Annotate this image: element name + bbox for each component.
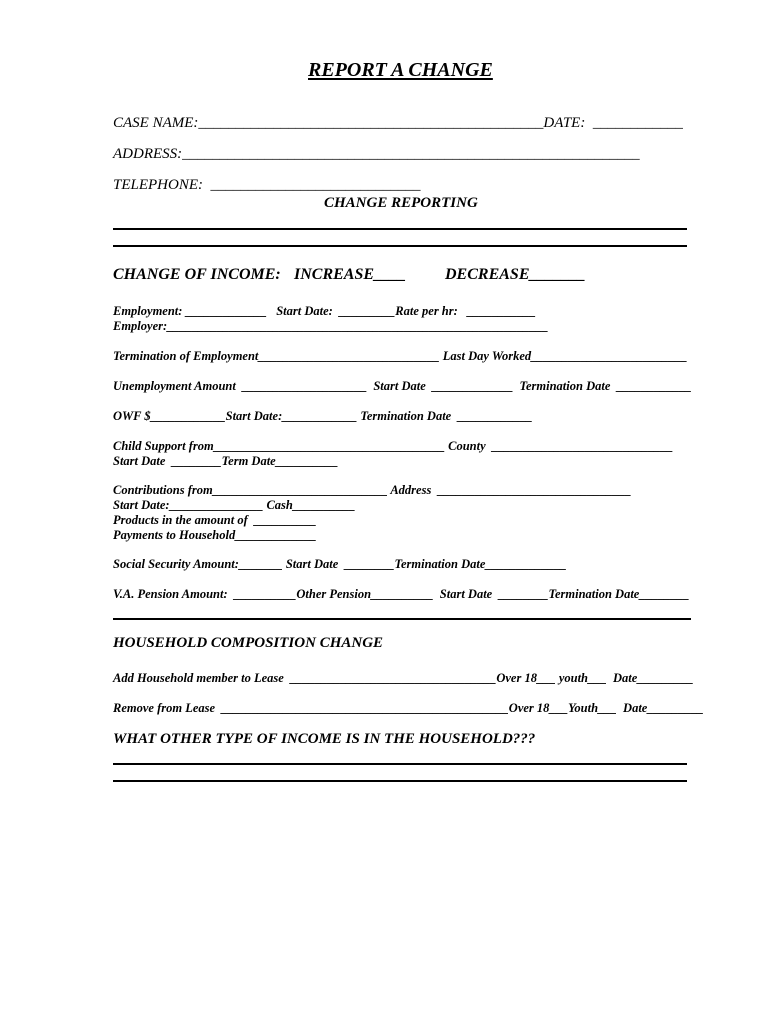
answer-line-2[interactable] xyxy=(113,780,687,782)
decrease-field[interactable]: DECREASE_______ xyxy=(445,266,586,283)
termination-of-employment-field[interactable]: Termination of Employment_____________________________ Last Day Worked_________________________ xyxy=(113,349,688,363)
employment-field[interactable]: Employment: _____________ Start Date: _________Rate per hr: ___________ xyxy=(113,304,536,318)
add-household-member-field[interactable]: Add Household member to Lease _________________________________Over 18___ youth___ Date_________ xyxy=(113,671,694,685)
remove-from-lease-field[interactable]: Remove from Lease ______________________________________________Over 18___Youth___ Date_________ xyxy=(113,701,704,715)
contributions-field[interactable]: Contributions from____________________________ Address _______________________________ xyxy=(113,483,632,497)
change-reporting-heading: CHANGE REPORTING xyxy=(324,195,478,211)
payments-field[interactable]: Payments to Household_____________ xyxy=(113,528,317,542)
employer-field[interactable]: Employer:_____________________________________________________________ xyxy=(113,319,549,333)
answer-line-1[interactable] xyxy=(113,763,687,765)
products-field[interactable]: Products in the amount of __________ xyxy=(113,513,317,527)
other-income-question: WHAT OTHER TYPE OF INCOME IS IN THE HOUSEHOLD??? xyxy=(113,731,536,747)
household-composition-heading: HOUSEHOLD COMPOSITION CHANGE xyxy=(113,635,384,651)
address-field[interactable]: ADDRESS:_____________________________________________________________ xyxy=(113,146,640,162)
contributions-start-field[interactable]: Start Date:_______________ Cash__________ xyxy=(113,498,356,512)
form-title: REPORT A CHANGE xyxy=(308,59,493,81)
case-name-field[interactable]: CASE NAME:______________________________________________DATE: ____________ xyxy=(113,115,683,131)
telephone-field[interactable]: TELEPHONE: ____________________________ xyxy=(113,177,421,193)
rule-1 xyxy=(113,228,687,230)
rule-2 xyxy=(113,245,687,247)
change-of-income-heading: CHANGE OF INCOME: xyxy=(113,266,281,283)
social-security-field[interactable]: Social Security Amount:_______ Start Date ________Termination Date_____________ xyxy=(113,557,567,571)
rule-3 xyxy=(113,618,691,620)
unemployment-amount-field[interactable]: Unemployment Amount ____________________ Start Date _____________ Termination Date ____________ xyxy=(113,379,692,393)
va-pension-field[interactable]: V.A. Pension Amount: __________Other Pension__________ Start Date ________Termination Date________ xyxy=(113,587,690,601)
owf-field[interactable]: OWF $____________Start Date:____________ Termination Date ____________ xyxy=(113,409,533,423)
child-support-dates-field[interactable]: Start Date ________Term Date__________ xyxy=(113,454,339,468)
child-support-field[interactable]: Child Support from_____________________________________ County _____________________________ xyxy=(113,439,674,453)
increase-field[interactable]: INCREASE____ xyxy=(294,266,415,283)
